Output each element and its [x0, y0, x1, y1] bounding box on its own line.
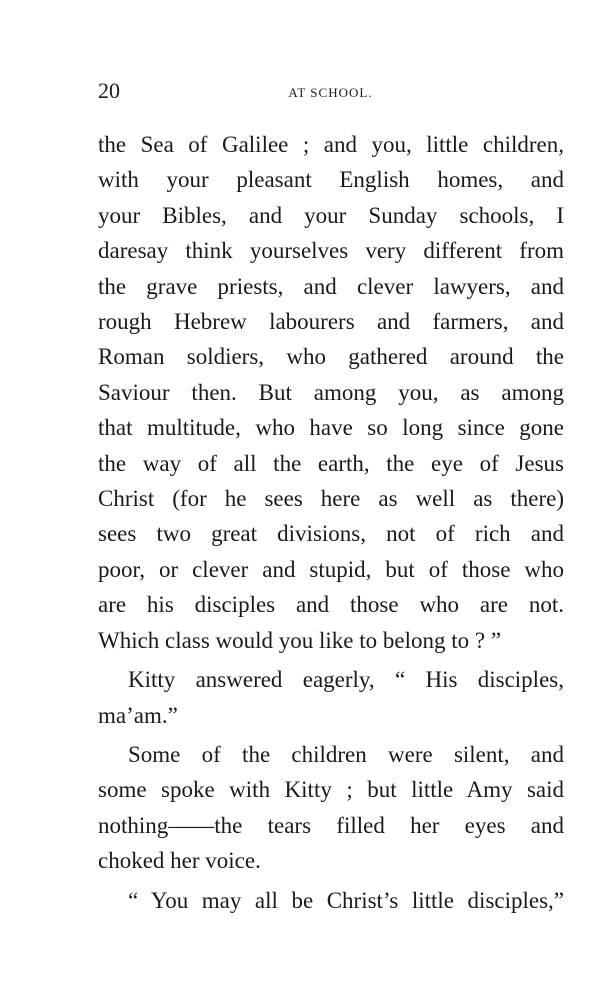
- text-line: Some of the children were silent, and: [128, 741, 564, 767]
- text-line: the grave priests, and clever lawyers, and: [98, 273, 564, 299]
- text-line: your Bibles, and your Sunday schools, I: [98, 202, 564, 228]
- text-line: the Sea of Galilee ; and you, little children,: [98, 132, 564, 157]
- body-text: [98, 127, 564, 918]
- page-header: [98, 78, 563, 108]
- text-line: Roman soldiers, who gathered around the: [98, 344, 564, 370]
- text-line: Which class would you like to belong to ? ”: [98, 627, 502, 653]
- text-line: rough Hebrew labourers and farmers, and: [98, 309, 564, 335]
- text-line: sees two great divisions, not of rich and: [98, 521, 564, 547]
- text-line: choked her voice.: [98, 848, 261, 874]
- text-line: the way of all the earth, the eye of Jesus: [98, 450, 564, 476]
- page-number: 20: [98, 78, 120, 103]
- text-line: poor, or clever and stupid, but of those who: [98, 556, 564, 582]
- text-line: “ You may all be Christ’s little disciples,”: [128, 887, 564, 913]
- text-line: Christ (for he sees here as well as there): [98, 486, 564, 512]
- text-line: with your pleasant English homes, and: [98, 167, 564, 193]
- text-line: Kitty answered eagerly, “ His disciples,: [128, 667, 564, 693]
- text-line: that multitude, who have so long since gone: [98, 415, 564, 441]
- text-line: ma’am.”: [98, 702, 178, 728]
- text-line: are his disciples and those who are not.: [98, 592, 564, 618]
- text-line: nothing——the tears filled her eyes and: [98, 812, 564, 838]
- text-line: some spoke with Kitty ; but little Amy said: [98, 777, 564, 803]
- text-line: daresay think yourselves very different from: [98, 238, 564, 264]
- text-line: Saviour then. But among you, as among: [98, 379, 564, 405]
- running-head: AT SCHOOL.: [288, 85, 373, 100]
